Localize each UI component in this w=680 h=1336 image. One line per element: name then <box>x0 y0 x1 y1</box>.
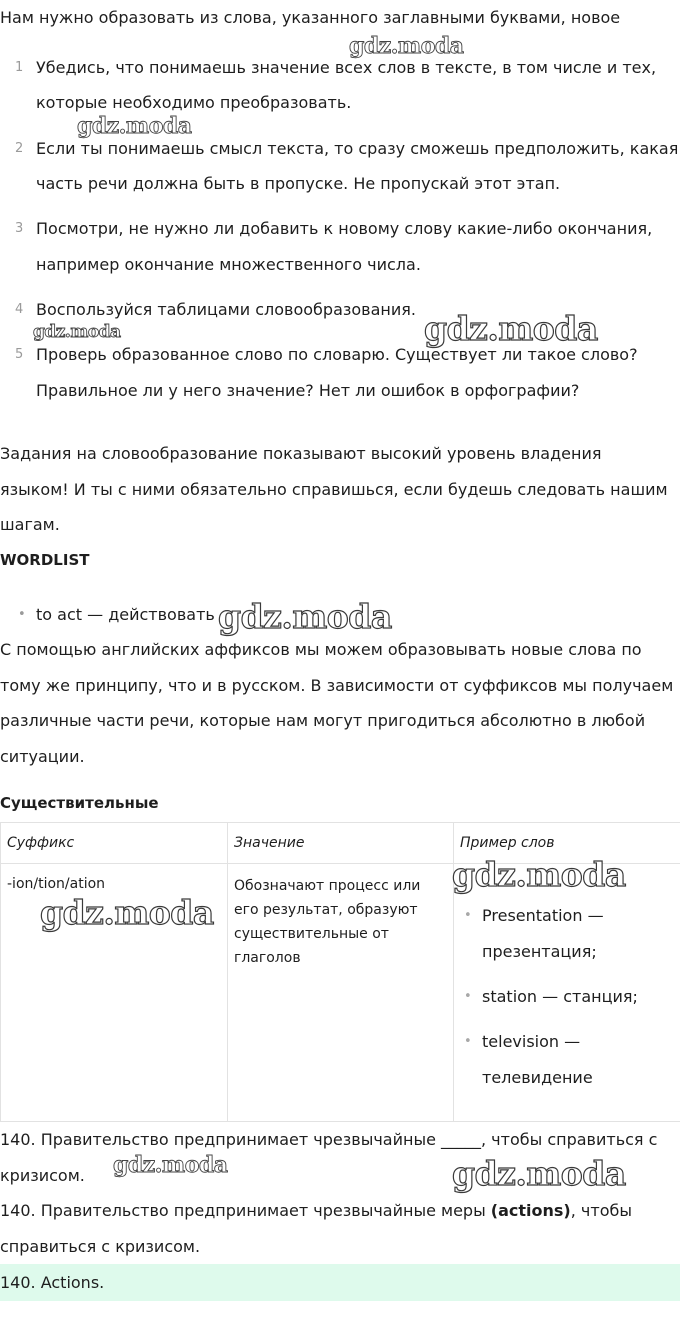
suffix-cell: -ion/tion/ation <box>1 864 228 1122</box>
list-item <box>482 898 674 970</box>
example-line: • station — станция; <box>482 987 638 1006</box>
step-text: Убедись, что понимаешь значение всех слов в тексте, в том числе и тех, <box>36 58 657 77</box>
nouns-heading: Существительные <box>0 794 159 812</box>
step-number: 1 <box>15 60 24 75</box>
list-item <box>482 1024 674 1096</box>
table-header-row <box>1 823 680 864</box>
task-text: кризисом. <box>0 1166 85 1185</box>
bullet-icon: • <box>18 607 26 622</box>
solution-before: 140. Правительство предпринимает чрезвычайные меры <box>0 1201 491 1220</box>
watermark: gdz.moda <box>33 322 121 342</box>
solution-answer-word: (actions) <box>490 1201 571 1220</box>
answer-box: 140. Actions. <box>0 1264 680 1301</box>
wordlist-item: to act — действовать <box>36 605 215 624</box>
watermark: gdz.moda <box>424 309 598 348</box>
step-number: 3 <box>15 221 24 236</box>
meaning-cell <box>228 864 454 1122</box>
example-line: • television — <box>482 1032 581 1051</box>
step-text: Проверь образованное слово по словарю. Существует ли такое слово? <box>36 345 638 364</box>
example-line: телевидение <box>482 1068 593 1087</box>
step-text: например окончание множественного числа. <box>36 255 421 274</box>
intro-text: Нам нужно образовать из слова, указанного заглавными буквами, новое <box>0 8 621 27</box>
step-text: Посмотри, не нужно ли добавить к новому слову какие-либо окончания, <box>36 219 653 238</box>
affixes-text: С помощью английских аффиксов мы можем образовывать новые слова по <box>0 640 642 659</box>
task-text: 140. Правительство предпринимает чрезвычайные _____, чтобы справиться с <box>0 1130 658 1149</box>
examples-list <box>460 864 674 1096</box>
meaning-line: его результат, образуют <box>234 902 418 918</box>
step-number: 2 <box>15 141 24 156</box>
step-text: часть речи должна быть в пропуске. Не пропускай этот этап. <box>36 174 561 193</box>
suffix-table <box>0 822 680 1122</box>
conclusion-text: шагам. <box>0 515 60 534</box>
step-text: Воспользуйся таблицами словообразования. <box>36 300 416 319</box>
column-header-examples: Пример слов <box>454 823 680 864</box>
affixes-text: тому же принципу, что и в русском. В зависимости от суффиксов мы получаем <box>0 676 674 695</box>
meaning-line: Обозначают процесс или <box>234 878 421 894</box>
example-line: • Presentation — <box>482 906 604 925</box>
watermark: gdz.moda <box>452 855 626 894</box>
watermark: gdz.moda <box>40 893 214 932</box>
step-text: Правильное ли у него значение? Нет ли ошибок в орфографии? <box>36 381 580 400</box>
solution-text: справиться с кризисом. <box>0 1237 201 1256</box>
watermark: gdz.moda <box>77 113 192 139</box>
solution-text <box>0 1193 632 1229</box>
watermark: gdz.moda <box>113 1152 228 1178</box>
watermark: gdz.moda <box>349 33 464 59</box>
table-row <box>1 864 680 1122</box>
step-number: 4 <box>15 302 24 317</box>
column-header-suffix: Суффикс <box>1 823 228 864</box>
conclusion-text: Задания на словообразование показывают высокий уровень владения <box>0 444 602 463</box>
meaning-line: глаголов <box>234 950 301 966</box>
watermark: gdz.moda <box>218 597 392 636</box>
affixes-text: ситуации. <box>0 747 85 766</box>
solution-after: , чтобы <box>570 1201 632 1220</box>
step-text: Если ты понимаешь смысл текста, то сразу сможешь предположить, какая <box>36 139 679 158</box>
wordlist-heading: WORDLIST <box>0 551 90 569</box>
affixes-text: различные части речи, которые нам могут пригодиться абсолютно в любой <box>0 711 646 730</box>
watermark: gdz.moda <box>452 1154 626 1193</box>
example-line: презентация; <box>482 942 597 961</box>
step-number: 5 <box>15 347 24 362</box>
list-item <box>482 979 674 1015</box>
step-text: которые необходимо преобразовать. <box>36 93 352 112</box>
examples-cell <box>454 864 680 1122</box>
conclusion-text: языком! И ты с ними обязательно справишься, если будешь следовать нашим <box>0 480 668 499</box>
meaning-line: существительные от <box>234 926 389 942</box>
column-header-meaning: Значение <box>228 823 454 864</box>
